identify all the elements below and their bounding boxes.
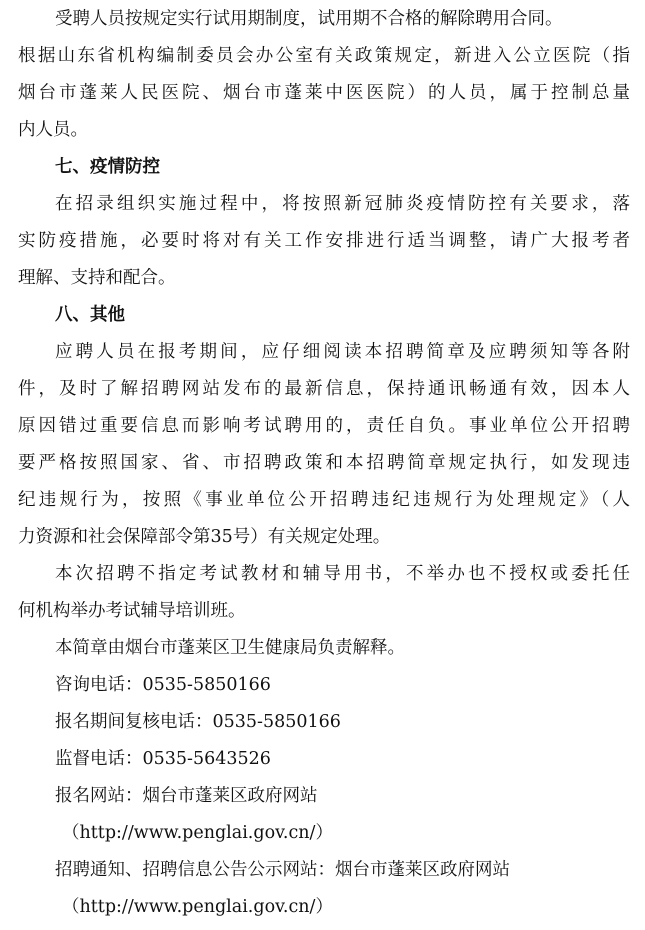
phone-review: 报名期间复核电话：0535-5850166 [55, 712, 341, 732]
section-heading: 七、疫情防控 [55, 157, 160, 177]
text-line: 理解、支持和配合。 [18, 268, 176, 288]
text-line: 实防疫措施，必要时将对有关工作安排进行适当调整，请广大报考者 [18, 231, 630, 251]
phone-supervise: 监督电话：0535-5643526 [55, 749, 271, 769]
notice-url[interactable]: （http://www.penglai.gov.cn/） [62, 897, 333, 917]
text-line: 纪违规行为，按照《事业单位公开招聘违纪违规行为处理规定》（人 [18, 490, 630, 510]
registration-site: 报名网站：烟台市蓬莱区政府网站 [55, 786, 318, 806]
registration-url[interactable]: （http://www.penglai.gov.cn/） [62, 823, 333, 843]
text-line: 应聘人员在报考期间，应仔细阅读本招聘简章及应聘须知等各附 [55, 342, 630, 362]
text-line: 烟台市蓬莱人民医院、烟台市蓬莱中医医院）的人员，属于控制总量 [18, 83, 630, 103]
text-line: 要严格按照国家、省、市招聘政策和本招聘简章规定执行，如发现违 [18, 453, 630, 473]
text-line: 本次招聘不指定考试教材和辅导用书，不举办也不授权或委托任 [55, 564, 630, 584]
section-heading: 八、其他 [55, 305, 125, 325]
text-line: 原因错过重要信息而影响考试聘用的，责任自负。事业单位公开招聘 [18, 416, 630, 436]
text-line: 根据山东省机构编制委员会办公室有关政策规定，新进入公立医院（指 [18, 46, 630, 66]
text-line: 在招录组织实施过程中，将按照新冠肺炎疫情防控有关要求，落 [55, 194, 630, 214]
phone-consult: 咨询电话：0535-5850166 [55, 675, 271, 695]
text-line: 受聘人员按规定实行试用期制度，试用期不合格的解除聘用合同。 [55, 9, 563, 29]
text-line: 内人员。 [18, 120, 88, 140]
text-line: 件，及时了解招聘网站发布的最新信息，保持通讯畅通有效，因本人 [18, 379, 630, 399]
notice-site: 招聘通知、招聘信息公告公示网站：烟台市蓬莱区政府网站 [55, 860, 510, 880]
text-line: 力资源和社会保障部令第35号）有关规定处理。 [18, 527, 391, 547]
text-line: 何机构举办考试辅导培训班。 [18, 601, 246, 621]
text-line: 本简章由烟台市蓬莱区卫生健康局负责解释。 [55, 638, 405, 658]
